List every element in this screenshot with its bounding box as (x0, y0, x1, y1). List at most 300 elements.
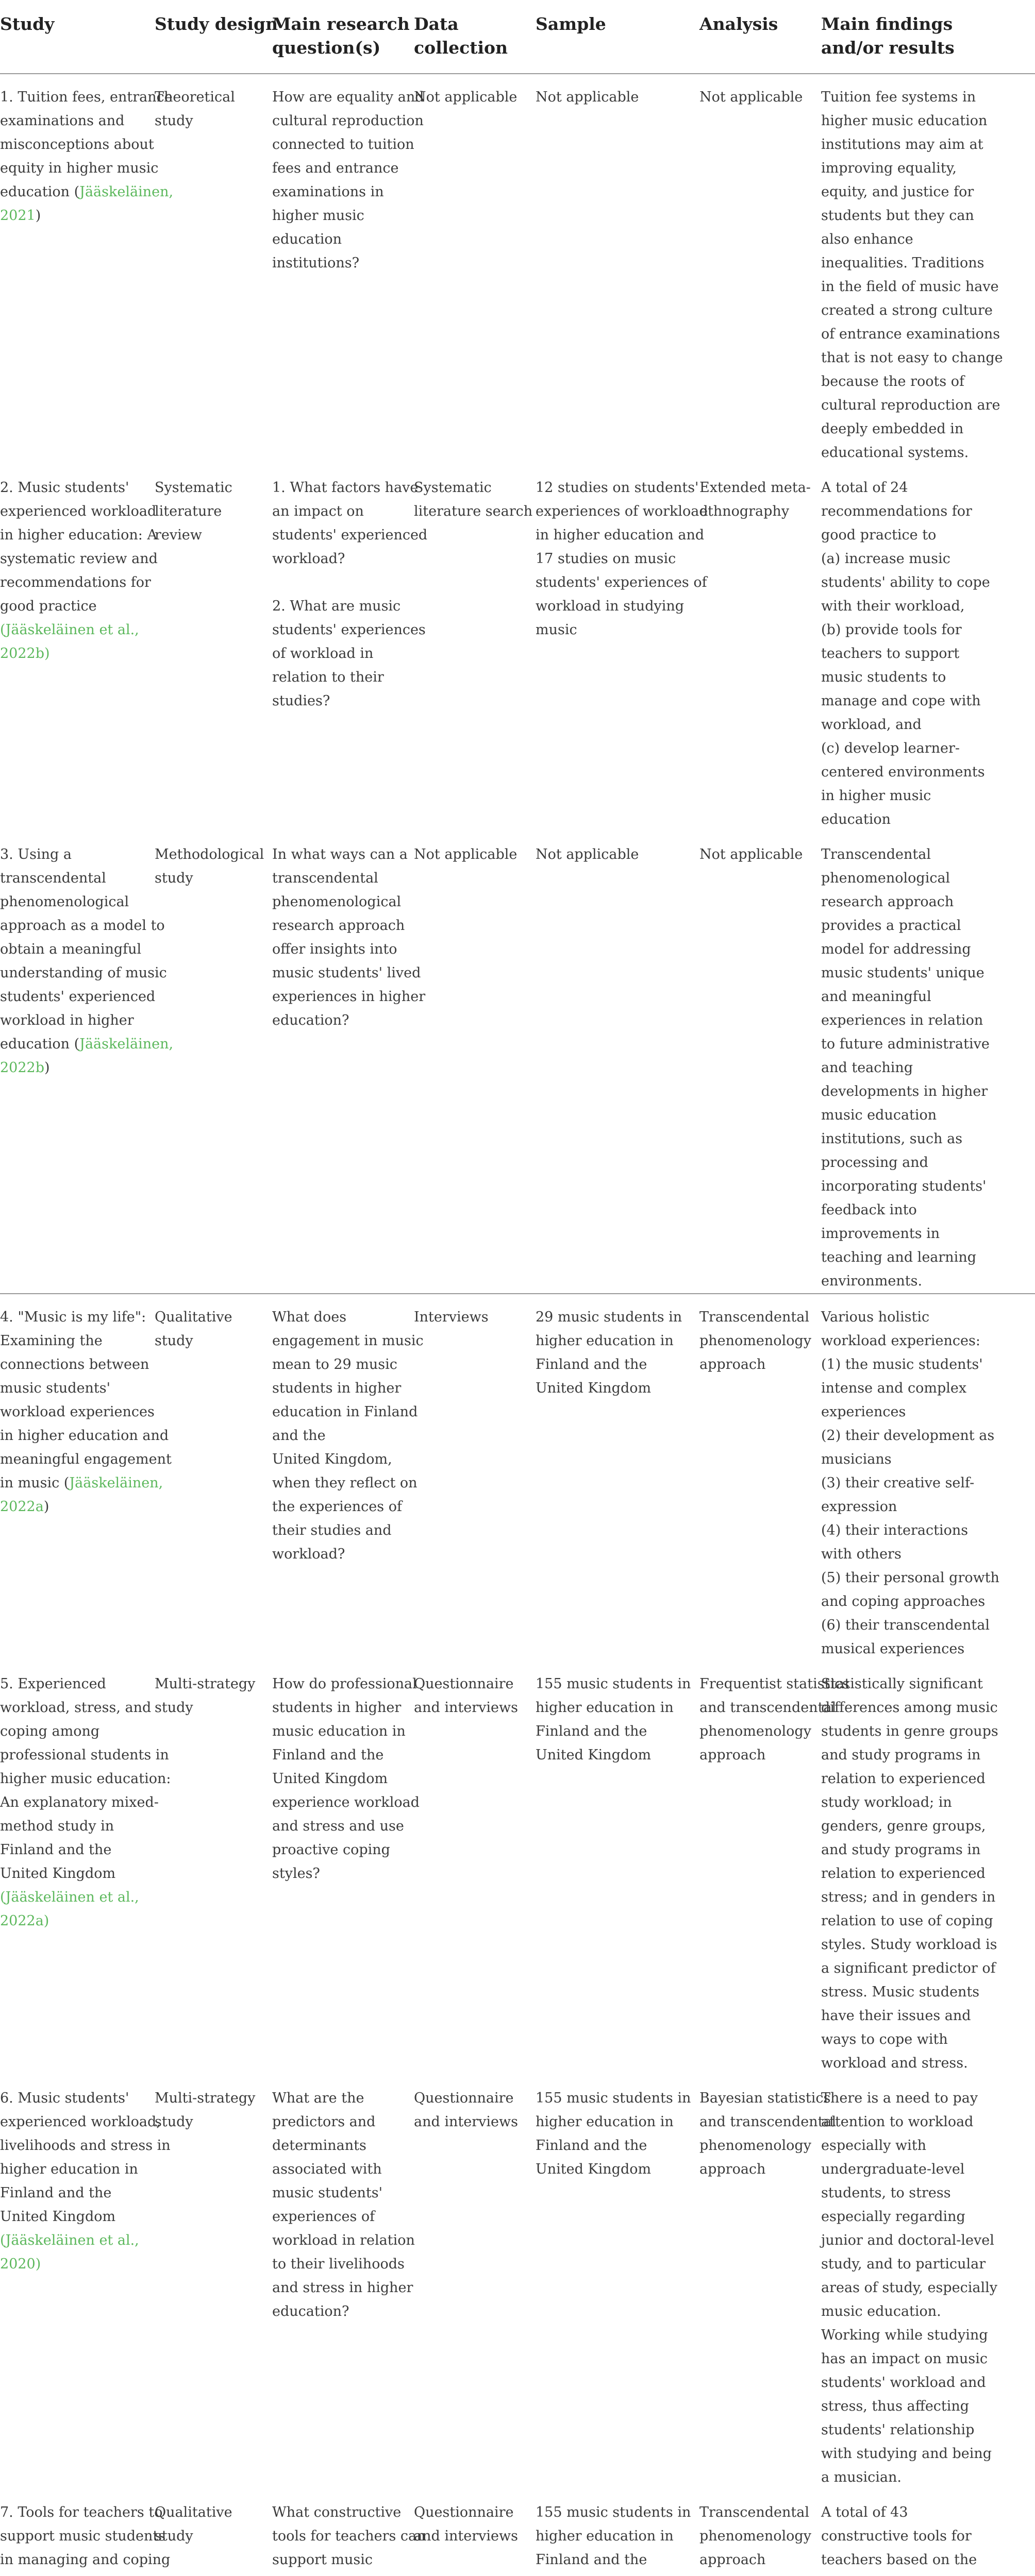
study-line: workload, stress, and (0, 1700, 152, 1716)
analysis-line: and transcendental (699, 1700, 837, 1716)
findings-line (821, 2572, 1030, 2576)
citation-link[interactable]: (Jääskeläinen et al., (0, 622, 139, 638)
findings-line: students in genre groups (821, 1723, 998, 1739)
question-line: phenomenological (272, 894, 402, 910)
findings-line: that is not easy to change (821, 350, 1003, 366)
findings-line: (b) provide tools for (821, 622, 962, 638)
citation-close: ) (43, 1499, 49, 1515)
study-line: 3. Using a (0, 846, 72, 862)
question-line: education in Finland (272, 1404, 418, 1420)
cell-design (155, 2489, 272, 2576)
question-line: In what ways can a (272, 846, 408, 862)
data-line: Not applicable (414, 89, 518, 105)
cell-findings (821, 2075, 1035, 2489)
findings-line: with studying and being (821, 2446, 992, 2462)
findings-line: students' ability to cope (821, 574, 990, 590)
analysis-line: Transcendental (699, 2504, 809, 2520)
sample-line: Finland and the (536, 1357, 647, 1372)
study-line: obtain a meaningful (0, 941, 142, 957)
findings-line: (6) their transcendental (821, 1617, 990, 1633)
findings-line: environments. (821, 1273, 923, 1289)
study-line: United Kingdom (0, 2209, 116, 2225)
study-line: 1. Tuition fees, entrance (0, 89, 173, 105)
question-line: associated with (272, 2161, 382, 2177)
citation-line (0, 1032, 174, 1056)
citation-link[interactable]: Jääskeläinen, (79, 1036, 174, 1052)
findings-line: in the field of music have (821, 279, 999, 295)
analysis-line: approach (699, 1357, 766, 1372)
study-line: workload in higher (0, 1012, 134, 1028)
cell-findings (821, 832, 1035, 1294)
cell-design (155, 2075, 272, 2489)
question-line (272, 2572, 409, 2576)
citation-link[interactable]: 2022a) (0, 1913, 49, 1929)
findings-line: to future administrative (821, 1036, 990, 1052)
cell-findings (821, 465, 1035, 832)
findings-line: Statistically significant (821, 1676, 983, 1692)
findings-line: a musician. (821, 2469, 902, 2485)
cell-sample (536, 465, 708, 832)
cell-data (414, 1294, 536, 1661)
citation-line (0, 642, 149, 666)
study-line: professional students in (0, 1747, 169, 1763)
question-line: workload? (272, 551, 345, 567)
cell-findings (821, 1294, 1035, 1661)
citation-link[interactable]: Jääskeläinen, (79, 184, 174, 200)
findings-line: students but they can (821, 208, 974, 224)
citation-line (0, 1909, 149, 1933)
design-text: Theoretical study (155, 89, 235, 129)
citation-link[interactable]: 2021 (0, 208, 36, 224)
findings-line: teachers based on the (821, 2552, 977, 2568)
findings-line: teachers to support (821, 646, 960, 662)
study-line: Finland and the (0, 1842, 112, 1858)
question-line: education (272, 231, 342, 247)
citation-close: ) (35, 208, 41, 224)
study-line: connections between (0, 1357, 149, 1372)
question-line: institutions? (272, 255, 360, 271)
question-line: studies? (272, 693, 330, 709)
citation-link[interactable]: 2022b) (0, 646, 50, 662)
findings-line: with their workload, (821, 598, 965, 614)
data-line: literature search (414, 503, 533, 519)
sample-line: Finland and the (536, 2552, 647, 2568)
study-line: music students' (0, 1380, 111, 1396)
citation-line (0, 618, 149, 642)
findings-line: There is a need to pay (821, 2090, 978, 2106)
findings-line: music education. (821, 2303, 941, 2319)
study-line: experienced workload, (0, 2114, 161, 2130)
findings-line: relation to use of coping (821, 1913, 993, 1929)
cell-data (414, 2075, 536, 2489)
header-sample: Sample (536, 14, 606, 34)
findings-line: relation to experienced (821, 1866, 986, 1882)
sample-line: 17 studies on music (536, 551, 676, 567)
design-text: Methodological study (155, 846, 264, 886)
study-line: method study in (0, 1818, 114, 1834)
findings-line: and coping approaches (821, 1594, 986, 1609)
sample-line: Finland and the (536, 1723, 647, 1739)
findings-line: (3) their creative self- (821, 1475, 975, 1491)
cell-analysis (699, 1294, 821, 1661)
cell-design (155, 1294, 272, 1661)
study-line: 2. Music students' (0, 480, 129, 496)
study-line: examinations and (0, 113, 125, 129)
question-line: proactive coping (272, 1842, 390, 1858)
sample-line: music (536, 622, 577, 638)
table-row (0, 1661, 1035, 2075)
cell-question (272, 2489, 426, 2576)
citation-line (0, 204, 149, 228)
sample-line: 12 studies on students' (536, 480, 699, 496)
question-line: workload? (272, 1546, 345, 1562)
cell-findings (821, 1661, 1035, 2075)
header-data-collection: Data collection (414, 14, 508, 58)
question-line: United Kingdom, (272, 1451, 392, 1467)
cell-design (155, 74, 272, 465)
study-line: support music students (0, 2528, 166, 2544)
findings-line: expression (821, 1499, 897, 1515)
cell-analysis (699, 74, 821, 465)
sample-line: 29 music students in (536, 1309, 682, 1325)
findings-line: have their issues and (821, 2008, 971, 2024)
study-line: students' experienced (0, 989, 156, 1005)
question-line: cultural reproduction (272, 113, 424, 129)
findings-line: Transcendental (821, 846, 931, 862)
findings-line: especially with (821, 2138, 927, 2154)
question-line: their studies and (272, 1522, 392, 1538)
citation-link[interactable]: Jääskeläinen, (69, 1475, 163, 1491)
question-line: tools for teachers can (272, 2528, 426, 2544)
question-line: What are the (272, 2090, 364, 2106)
citation-link[interactable]: (Jääskeläinen et al., (0, 1889, 139, 1905)
study-line: systematic review and (0, 551, 158, 567)
study-line: in managing and coping (0, 2552, 171, 2568)
analysis-line: ethnography (699, 503, 790, 519)
findings-line: equity, and justice for (821, 184, 974, 200)
study-line: 7. Tools for teachers to (0, 2504, 163, 2520)
sample-line: workload in studying (536, 598, 685, 614)
analysis-line: phenomenology (699, 2528, 811, 2544)
findings-line: musical experiences (821, 1641, 965, 1657)
data-line: Questionnaire (414, 1676, 514, 1692)
cell-study (0, 74, 174, 465)
study-line: equity in higher music (0, 160, 159, 176)
study-line: understanding of music (0, 965, 167, 981)
study-line: misconceptions about (0, 137, 154, 152)
table-row (0, 1294, 1035, 1661)
question-line: determinants (272, 2138, 366, 2154)
question-line: examinations in (272, 184, 384, 200)
question-line: music education in (272, 1723, 406, 1739)
design-text: Systematic literature review (155, 480, 232, 543)
data-line: Questionnaire (414, 2504, 514, 2520)
study-line: higher education in (0, 2161, 138, 2177)
sample-line: 155 music students in (536, 2090, 691, 2106)
cell-data (414, 832, 536, 1294)
findings-line: Various holistic (821, 1309, 930, 1325)
findings-line: improving equality, (821, 160, 957, 176)
findings-line: research approach (821, 894, 954, 910)
cell-analysis (699, 2489, 821, 2576)
findings-line: feedback into (821, 1202, 917, 1218)
findings-line: centered environments (821, 764, 985, 780)
findings-line: students' workload and (821, 2375, 986, 2391)
findings-line: areas of study, especially (821, 2280, 998, 2296)
cell-findings (821, 2489, 1035, 2576)
citation-link[interactable]: 2022a (0, 1499, 44, 1515)
question-line: of workload in (272, 646, 374, 662)
findings-line: ways to cope with (821, 2031, 948, 2047)
study-line: 6. Music students' (0, 2090, 129, 2106)
findings-line: of entrance examinations (821, 326, 1000, 342)
analysis-line: phenomenology (699, 1333, 811, 1349)
findings-line: intense and complex (821, 1380, 967, 1396)
question-line: 1. What factors have (272, 480, 419, 496)
findings-line: Tuition fee systems in (821, 89, 976, 105)
findings-line: study workload; in (821, 1794, 952, 1810)
study-line: recommendations for (0, 574, 151, 590)
findings-line: phenomenological (821, 870, 950, 886)
question-line: connected to tuition (272, 137, 414, 152)
findings-line: (c) develop learner- (821, 740, 960, 756)
findings-line: constructive tools for (821, 2528, 972, 2544)
cell-data (414, 1661, 536, 2075)
analysis-line: and transcendental (699, 2114, 837, 2130)
citation-link[interactable]: (Jääskeläinen et al., (0, 2232, 139, 2248)
data-line: and interviews (414, 2114, 518, 2130)
sample-line: experiences of workload (536, 503, 708, 519)
citation-line (0, 1471, 163, 1495)
table-body (0, 74, 1035, 2576)
cell-design (155, 465, 272, 832)
sample-line: United Kingdom (536, 1747, 652, 1763)
findings-line: (a) increase music (821, 551, 950, 567)
question-line: experiences in higher (272, 989, 426, 1005)
analysis-line: phenomenology (699, 2138, 811, 2154)
cell-study (0, 2489, 171, 2576)
question-line: styles? (272, 1866, 320, 1882)
analysis-line: Frequentist statistics (699, 1676, 850, 1692)
study-line: phenomenological (0, 894, 129, 910)
findings-line: deeply embedded in (821, 421, 964, 437)
findings-line: because the roots of (821, 374, 965, 389)
question-line: offer insights into (272, 941, 397, 957)
study-line (0, 2572, 149, 2576)
cell-question (272, 465, 428, 832)
sample-line: Not applicable (536, 89, 639, 105)
findings-line: genders, genre groups, (821, 1818, 986, 1834)
cell-analysis (699, 1661, 850, 2075)
findings-line: manage and cope with (821, 693, 981, 709)
sample-line: 155 music students in (536, 1676, 691, 1692)
question-line: higher music (272, 208, 364, 224)
cell-question (272, 2075, 414, 2489)
analysis-line: approach (699, 2161, 766, 2177)
cell-study (0, 2075, 171, 2489)
findings-line: created a strong culture (821, 302, 993, 318)
cell-question (272, 1661, 420, 2075)
findings-line: model for addressing (821, 941, 971, 957)
analysis-line: Not applicable (699, 89, 803, 105)
sample-line: United Kingdom (536, 1380, 652, 1396)
analysis-line: approach (699, 1747, 766, 1763)
cell-sample (536, 832, 699, 1294)
analysis-line: approach (699, 2552, 766, 2568)
findings-line: and study programs in (821, 1842, 981, 1858)
findings-line: experiences in relation (821, 1012, 983, 1028)
findings-line: a significant predictor of (821, 1960, 996, 1976)
findings-line: styles. Study workload is (821, 1937, 997, 1953)
cell-data (414, 2489, 536, 2576)
findings-line: music education (821, 1107, 937, 1123)
design-text: Qualitative study (155, 2504, 232, 2544)
cell-design (155, 832, 272, 1294)
question-line: What constructive (272, 2504, 402, 2520)
question-line: fees and entrance (272, 160, 399, 176)
findings-line: study, and to particular (821, 2256, 986, 2272)
findings-line: Working while studying (821, 2327, 988, 2343)
sample-line: higher education in (536, 1700, 674, 1716)
findings-line: with others (821, 1546, 902, 1562)
citation-link[interactable]: 2020) (0, 2256, 41, 2272)
data-line: Questionnaire (414, 2090, 514, 2106)
data-line: Not applicable (414, 846, 518, 862)
findings-line: provides a practical (821, 918, 961, 934)
table-row (0, 465, 1035, 832)
question-line (272, 571, 409, 595)
cell-sample (536, 1294, 699, 1661)
findings-line: stress. Music students (821, 1984, 980, 2000)
findings-line: (5) their personal growth (821, 1570, 999, 1586)
table-row (0, 832, 1035, 1294)
question-line: experiences of (272, 2209, 375, 2225)
study-line: in music ( (0, 1475, 70, 1491)
design-text: Multi-strategy study (155, 1676, 256, 1716)
cell-study (0, 1661, 171, 2075)
citation-link[interactable]: 2022b (0, 1060, 44, 1076)
study-line: higher music education: (0, 1771, 171, 1787)
study-line: Examining the (0, 1333, 103, 1349)
study-line: in higher education and (0, 1428, 169, 1444)
question-line: United Kingdom (272, 1771, 388, 1787)
cell-sample (536, 1661, 699, 2075)
study-line: good practice (0, 598, 97, 614)
question-line: to their livelihoods (272, 2256, 405, 2272)
design-text: Qualitative study (155, 1309, 232, 1349)
study-line: in higher education: A (0, 527, 157, 543)
findings-line: attention to workload (821, 2114, 974, 2130)
findings-line: and study programs in (821, 1747, 981, 1763)
question-line: when they reflect on (272, 1475, 418, 1491)
findings-line: students' relationship (821, 2422, 975, 2438)
question-line: and stress and use (272, 1818, 404, 1834)
citation-line (0, 180, 174, 204)
study-line: United Kingdom (0, 1866, 116, 1882)
header-findings: Main findings and/or results (821, 14, 955, 58)
analysis-line: phenomenology (699, 1723, 811, 1739)
findings-line: (4) their interactions (821, 1522, 969, 1538)
question-line: mean to 29 music (272, 1357, 397, 1372)
study-line: An explanatory mixed- (0, 1794, 159, 1810)
study-line: Finland and the (0, 2185, 112, 2201)
question-line: the experiences of (272, 1499, 402, 1515)
findings-line: musicians (821, 1451, 892, 1467)
findings-line: and meaningful (821, 989, 931, 1005)
header-analysis: Analysis (699, 14, 778, 34)
findings-line: higher music education (821, 113, 988, 129)
cell-design (155, 1661, 272, 2075)
study-line: livelihoods and stress in (0, 2138, 171, 2154)
findings-line: institutions, such as (821, 1131, 963, 1147)
table-row (0, 2075, 1035, 2489)
cell-study (0, 465, 158, 832)
findings-line: good practice to (821, 527, 937, 543)
study-line: education ( (0, 184, 80, 200)
question-line: How do professional (272, 1676, 417, 1692)
findings-line: incorporating students' (821, 1178, 987, 1194)
question-line: support music (272, 2552, 373, 2568)
findings-line: junior and doctoral-level (821, 2232, 994, 2248)
cell-study (0, 832, 174, 1294)
question-line: students in higher (272, 1380, 402, 1396)
sample-line: higher education in (536, 1333, 674, 1349)
analysis-line: Bayesian statistics (699, 2090, 831, 2106)
cell-sample (536, 2489, 699, 2576)
citation-line (0, 1886, 149, 1909)
header-study: Study (0, 14, 55, 34)
findings-line: has an impact on music (821, 2351, 988, 2367)
findings-line: (1) the music students' (821, 1357, 983, 1372)
cell-data (414, 74, 536, 465)
question-line: research approach (272, 918, 405, 934)
findings-line: experiences (821, 1404, 906, 1420)
question-line: predictors and (272, 2114, 376, 2130)
question-line: transcendental (272, 870, 378, 886)
question-line: relation to their (272, 669, 384, 685)
findings-line: especially regarding (821, 2209, 965, 2225)
citation-line (0, 2252, 149, 2276)
cell-question (272, 1294, 424, 1661)
question-line: experience workload (272, 1794, 420, 1810)
study-line: transcendental (0, 870, 106, 886)
study-line: meaningful engagement (0, 1451, 172, 1467)
citation-line (0, 2229, 149, 2252)
citation-line (0, 1495, 149, 1519)
findings-line: cultural reproduction are (821, 397, 1000, 413)
question-line: education? (272, 1012, 349, 1028)
findings-line: workload experiences: (821, 1333, 980, 1349)
data-line: and interviews (414, 1700, 518, 1716)
findings-line: music students to (821, 669, 946, 685)
analysis-line: Transcendental (699, 1309, 809, 1325)
citation-close: ) (44, 1060, 50, 1076)
data-line: Interviews (414, 1309, 489, 1325)
study-line: coping among (0, 1723, 100, 1739)
sample-line: Finland and the (536, 2138, 647, 2154)
cell-sample (536, 2075, 699, 2489)
sample-line: Not applicable (536, 846, 639, 862)
question-line: students in higher (272, 1700, 402, 1716)
findings-line: undergraduate-level (821, 2161, 965, 2177)
data-line: Systematic (414, 480, 492, 496)
analysis-line: Extended meta- (699, 480, 811, 496)
findings-line: educational systems. (821, 445, 969, 461)
sample-line: United Kingdom (536, 2161, 652, 2177)
question-line: engagement in music (272, 1333, 424, 1349)
cell-analysis (699, 465, 821, 832)
cell-findings (821, 74, 1035, 465)
